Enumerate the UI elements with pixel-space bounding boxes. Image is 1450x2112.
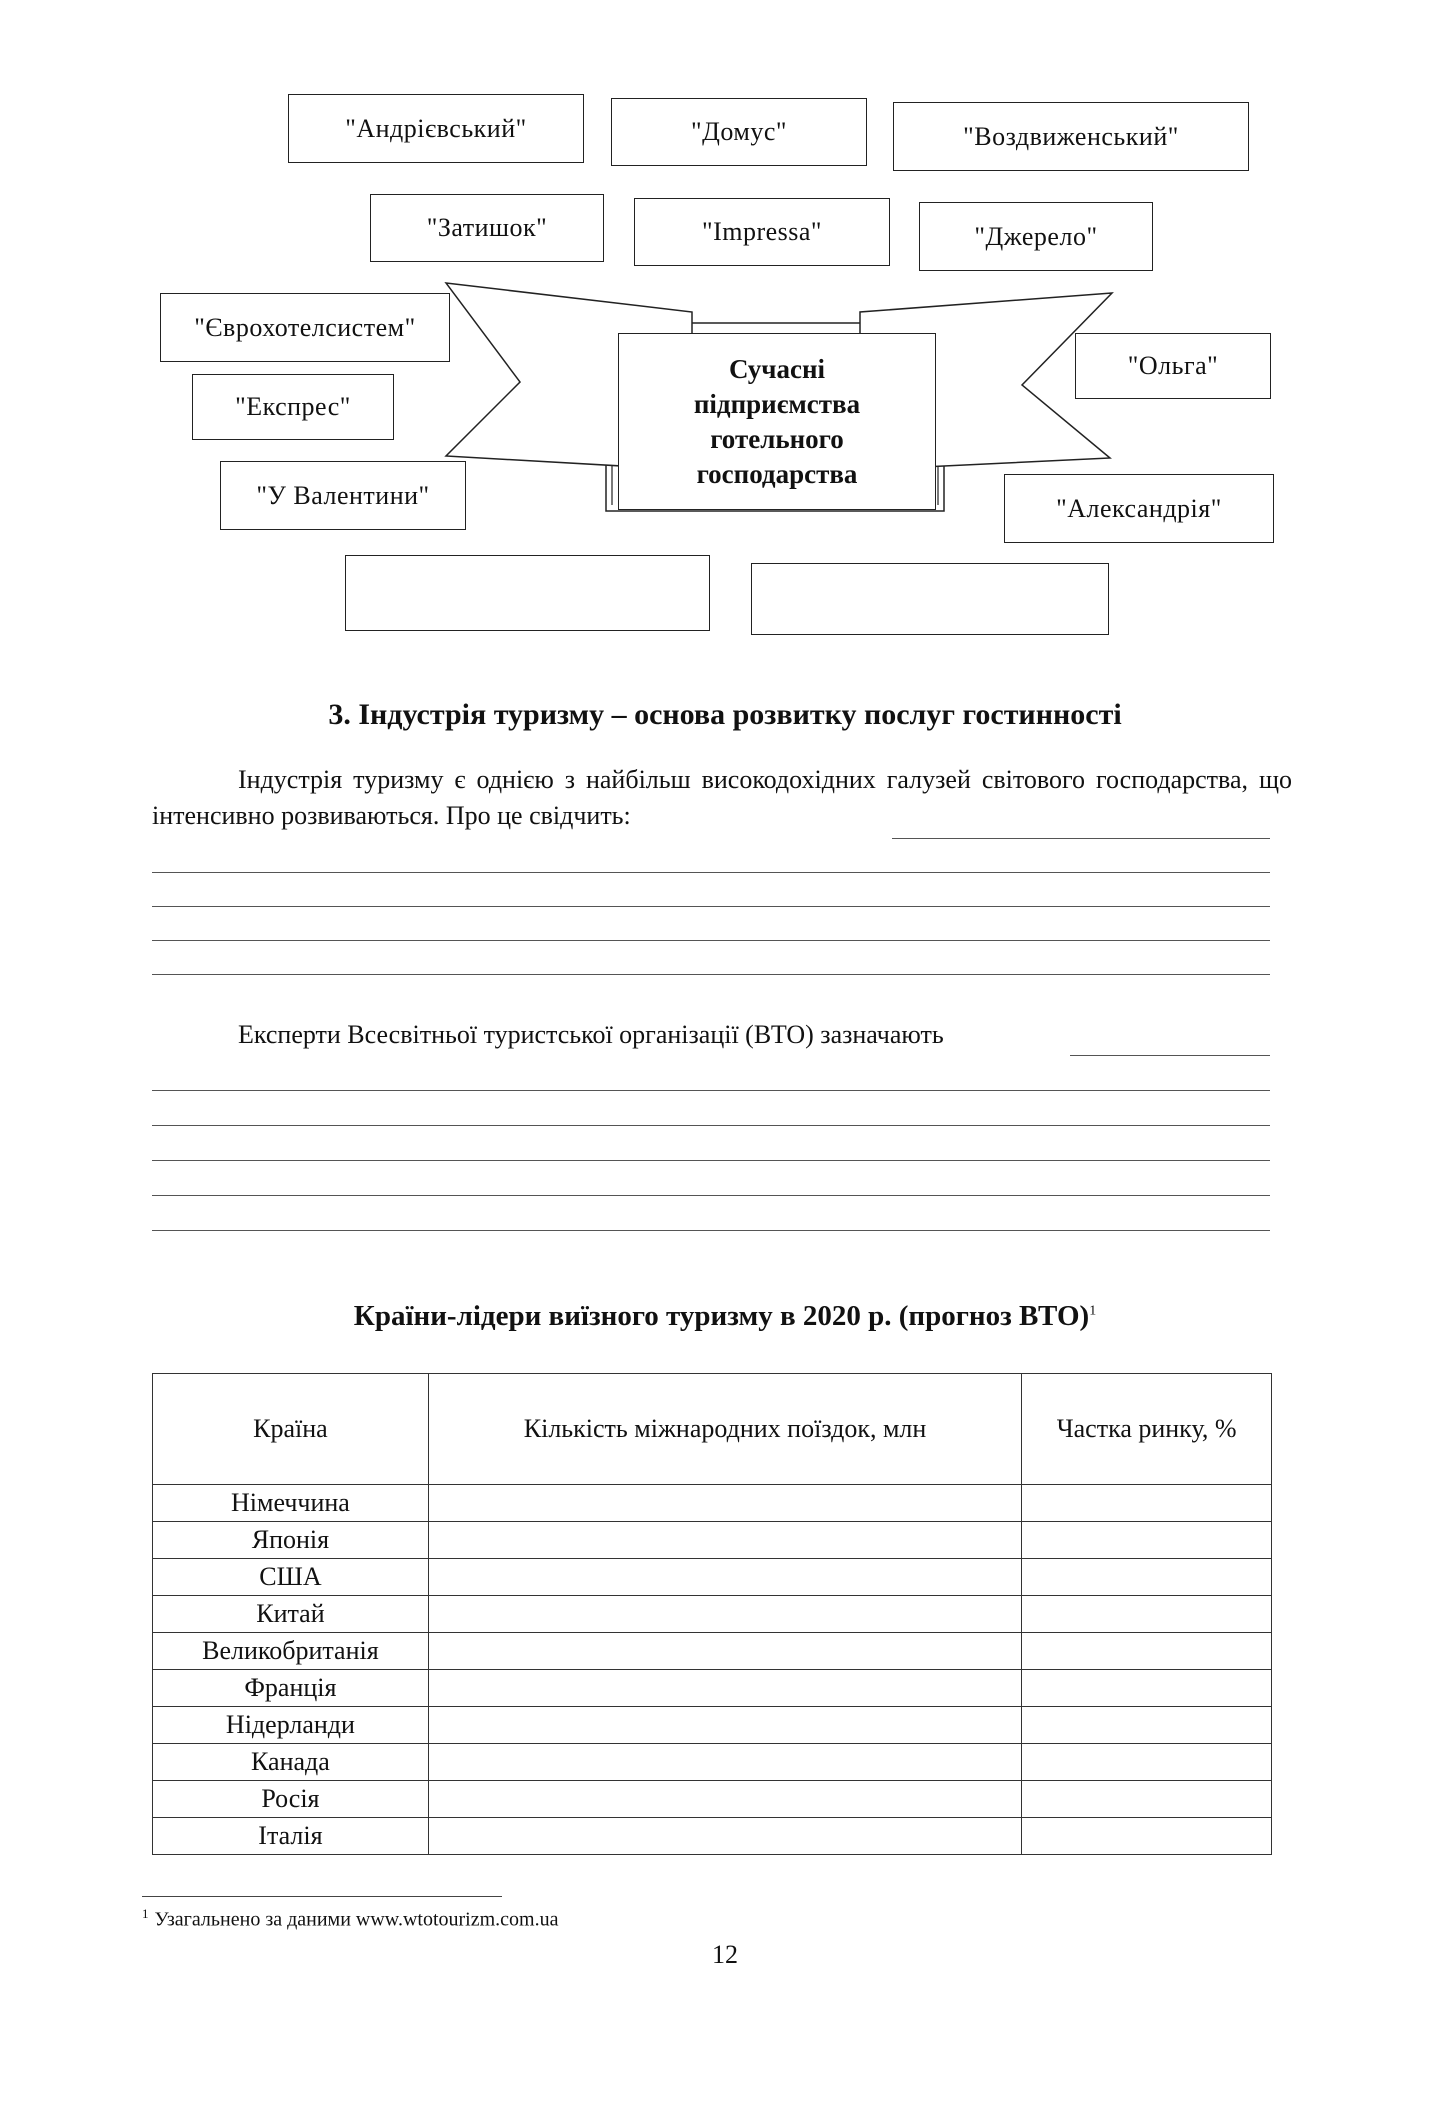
trips-cell[interactable] [428,1707,1021,1744]
country-cell: Японія [153,1522,429,1559]
answer-line-1e[interactable] [152,974,1270,975]
box-empty-2[interactable] [751,563,1109,635]
box-ekspres: "Експрес" [192,374,394,440]
box-impressa: "Impressa" [634,198,890,266]
box-domus: "Домус" [611,98,867,166]
country-cell: США [153,1559,429,1596]
center-line-2: підприємства [693,388,861,419]
answer-line-2d[interactable] [152,1160,1270,1161]
center-line-4: господарства [696,458,858,489]
page-number: 12 [712,1940,738,1969]
country-cell: Росія [153,1781,429,1818]
share-cell[interactable] [1022,1707,1272,1744]
box-andriivskyi: "Андрієвський" [288,94,584,163]
answer-line-2b[interactable] [152,1090,1270,1091]
center-line-1: Сучасні [728,353,826,384]
share-cell[interactable] [1022,1633,1272,1670]
footnote [142,1906,558,1932]
header-country: Країна [153,1374,429,1485]
section-heading: 3. Індустрія туризму – основа розвитку послуг гостинності [328,698,1122,731]
table-title-text: Країни-лідери виїзного туризму в 2020 р. (прогноз ВТО) [353,1300,1090,1332]
box-u-valentyny: "У Валентини" [220,461,466,530]
country-cell: Німеччина [153,1485,429,1522]
country-cell: Великобританія [153,1633,429,1670]
table-title-note-mark: 1 [1089,1303,1097,1319]
table-row [153,1818,1272,1855]
share-cell[interactable] [1022,1559,1272,1596]
trips-cell[interactable] [428,1485,1021,1522]
box-vozdvyzhenskyi: "Воздвиженський" [893,102,1249,171]
answer-line-1c[interactable] [152,906,1270,907]
share-cell[interactable] [1022,1670,1272,1707]
country-cell: Франція [153,1670,429,1707]
share-cell[interactable] [1022,1485,1272,1522]
box-aleksandriia: "Александрія" [1004,474,1274,543]
paragraph-2 [152,1017,1292,1053]
footnote-mark: 1 [142,1906,149,1921]
footnote-text: Узагальнено за даними www.wtotourizm.com.ua [154,1908,559,1931]
trips-cell[interactable] [428,1670,1021,1707]
trips-cell[interactable] [428,1781,1021,1818]
answer-line-2a[interactable] [1070,1055,1270,1056]
header-market-share: Частка ринку, % [1022,1374,1272,1485]
share-cell[interactable] [1022,1781,1272,1818]
answer-line-2c[interactable] [152,1125,1270,1126]
country-cell: Нідерланди [153,1707,429,1744]
answer-line-1b[interactable] [152,872,1270,873]
share-cell[interactable] [1022,1818,1272,1855]
trips-cell[interactable] [428,1818,1021,1855]
table-title [0,1300,1450,1333]
answer-line-2e[interactable] [152,1195,1270,1196]
country-cell: Китай [153,1596,429,1633]
paragraph-1 [152,762,1292,834]
trips-cell[interactable] [428,1522,1021,1559]
answer-line-2f[interactable] [152,1230,1270,1231]
table-row [153,1707,1272,1744]
header-trips: Кількість міжнародних поїздок, млн [428,1374,1021,1485]
table-row [153,1633,1272,1670]
share-cell[interactable] [1022,1522,1272,1559]
paragraph-2-text: Експерти Всесвітньої туристської організації (ВТО) зазначають [238,1020,944,1049]
trips-cell[interactable] [428,1744,1021,1781]
country-cell: Італія [153,1818,429,1855]
answer-line-1d[interactable] [152,940,1270,941]
box-olha: "Ольга" [1075,333,1271,399]
table-row [153,1559,1272,1596]
diagram-center-box [618,333,936,510]
table-row [153,1670,1272,1707]
table-row [153,1522,1272,1559]
table-row [153,1744,1272,1781]
countries-table [152,1373,1272,1855]
share-cell[interactable] [1022,1744,1272,1781]
trips-cell[interactable] [428,1559,1021,1596]
box-yevrohotelsystem: "Єврохотелсистем" [160,293,450,362]
box-zatyshok: "Затишок" [370,194,604,262]
trips-cell[interactable] [428,1633,1021,1670]
footnote-divider [142,1896,502,1897]
paragraph-1-text: Індустрія туризму є однією з найбільш високодохідних галузей світового господарства, що інтенсивно розвиваються. Про це свідчить: [152,765,1292,830]
table-row [153,1596,1272,1633]
table-row [153,1485,1272,1522]
table-header-row [153,1374,1272,1485]
share-cell[interactable] [1022,1596,1272,1633]
box-dzherelo: "Джерело" [919,202,1153,271]
center-line-3: готельного [710,423,844,454]
table-row [153,1781,1272,1818]
answer-line-1a[interactable] [892,838,1270,839]
box-empty-1[interactable] [345,555,710,631]
trips-cell[interactable] [428,1596,1021,1633]
country-cell: Канада [153,1744,429,1781]
